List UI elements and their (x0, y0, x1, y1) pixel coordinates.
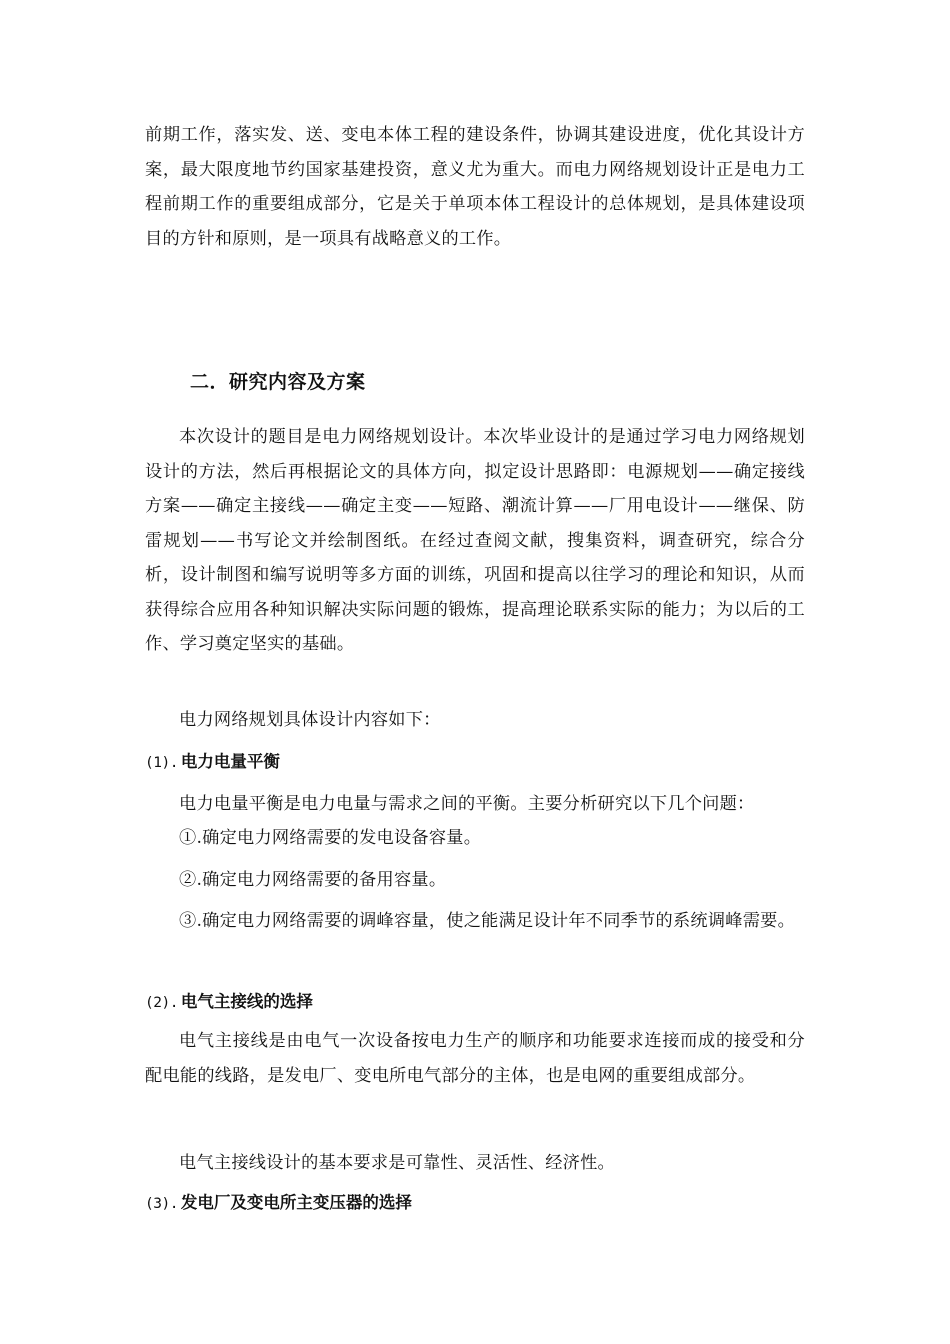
item2-heading (145, 985, 313, 1020)
item2-paragraph: 电气主接线是由电气一次设备按电力生产的顺序和功能要求连接而成的接受和分配电能的线路，是发电厂、变电所电气部分的主体，也是电网的重要组成部分。 (145, 1031, 805, 1086)
item1-heading (145, 745, 280, 780)
item2-number: (2). (145, 995, 178, 1011)
item1-paragraph: 电力电量平衡是电力电量与需求之间的平衡。主要分析研究以下几个问题： (179, 794, 755, 814)
item2-title: 电气主接线的选择 (180, 992, 313, 1011)
item2-paragraph-2: 电气主接线设计的基本要求是可靠性、灵活性、经济性。 (179, 1153, 615, 1173)
section-paragraph: 本次设计的题目是电力网络规划设计。本次毕业设计的是通过学习电力网络规划设计的方法，然后再根据论文的具体方向，拟定设计思路即：电源规划——确定接线方案——确定主接线——确定主变——短路、潮流计算——厂用电设计——继保、防雷规划——书写论文并绘制图纸。在经过查阅文献，搜集资料，调查研究，综合分析，设计制图和编写说明等多方面的训练，巩固和提高以往学习的理论和知识，从而获得综合应用各种知识解决实际问题的锻炼，提高理论联系实际的能力；为以后的工作、学习奠定坚实的基础。 (145, 427, 805, 654)
item1-point-1: ①.确定电力网络需要的发电设备容量。 (179, 828, 482, 848)
content-intro: 电力网络规划具体设计内容如下： (179, 710, 441, 730)
item1-title: 电力电量平衡 (180, 752, 280, 771)
item1-point-2: ②.确定电力网络需要的备用容量。 (179, 870, 447, 890)
item1-point-3: ③.确定电力网络需要的调峰容量，使之能满足设计年不同季节的系统调峰需要。 (179, 911, 796, 931)
item3-heading (145, 1186, 412, 1221)
intro-paragraph: 前期工作，落实发、送、变电本体工程的建设条件，协调其建设进度，优化其设计方案，最大限度地节约国家基建投资，意义尤为重大。而电力网络规划设计正是电力工程前期工作的重要组成部分，它是关于单项本体工程设计的总体规划，是具体建设项目的方针和原则，是一项具有战略意义的工作。 (145, 125, 805, 249)
item1-number: (1). (145, 755, 178, 771)
section-title: 二．研究内容及方案 (190, 371, 366, 393)
item3-title: 发电厂及变电所主变压器的选择 (180, 1193, 412, 1212)
item3-number: (3). (145, 1196, 178, 1212)
